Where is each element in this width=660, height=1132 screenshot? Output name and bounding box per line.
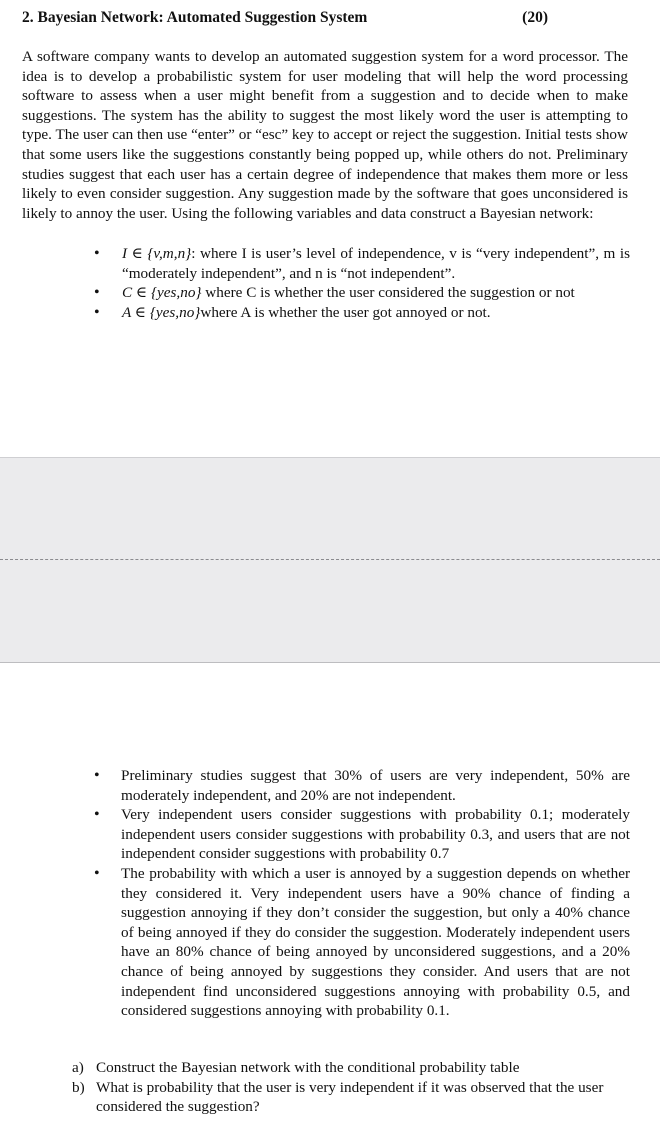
part-b-label: b): [72, 1078, 85, 1096]
question-header: [22, 8, 638, 28]
data-list: [90, 766, 630, 1021]
part-b-text: What is probability that the user is very independent if it was observed that the user considered the suggestion?: [96, 1078, 604, 1116]
data-item-prior: • Preliminary studies suggest that 30% of users are very independent, 50% are moderately independent, and 20% are not independent.: [90, 766, 630, 805]
part-a: [72, 1058, 632, 1078]
question-intro: A software company wants to develop an automated suggestion system for a word processor. The idea is to develop a probabilistic system for user modeling that will help the word processing software to assess when a user might benefit from a suggestion and to decide when to make suggestions. The system has the ability to suggest the most likely word the user is attempting to type. The user can then use “enter” or “esc” key to accept or reject the suggestion. Initial tests show that some users like the suggestions constantly being popped up, while others do not. Preliminary studies suggest that each user has a certain degree of independence that makes them more or less likely to even consider suggestion. Any suggestion made by the software that goes unconsidered is likely to annoy the user. Using the following variables and data construct a Bayesian network:: [22, 48, 628, 222]
variable-math-i: I ∈ {v,m,n}: [122, 245, 192, 262]
part-a-text: Construct the Bayesian network with the conditional probability table: [96, 1059, 520, 1076]
question-parts: [72, 1058, 632, 1117]
question-title: 2. Bayesian Network: Automated Suggestion System: [22, 9, 368, 26]
variable-text-i: : where I is user’s level of independence, v is “very independent”, m is “moderately independent”, and n is “not independent”.: [122, 245, 630, 282]
page-break-divider: [0, 559, 660, 560]
variable-math-a: A ∈ {yes,no}: [122, 303, 201, 321]
data-item-consider: • Very independent users consider suggestions with probability 0.1; moderately independent users consider suggestions with probability 0.3, and users that are not independent consider suggestions with probability 0.7: [90, 805, 630, 864]
question-marks: (20): [522, 9, 548, 26]
part-a-label: a): [72, 1059, 84, 1076]
variable-text-a: where A is whether the user got annoyed or not.: [200, 303, 491, 321]
variable-item-i: [90, 244, 630, 283]
variable-text-c: where C is whether the user considered the suggestion or not: [201, 284, 575, 302]
variable-item-a: [90, 303, 630, 323]
data-item-annoy: • The probability with which a user is annoyed by a suggestion depends on whether they considered it. Very independent users have a 90% chance of finding a suggestion annoying if they don’t consider the suggestion, but only a 40% chance of being annoyed if they do consider the suggestion. Moderately independent users have an 80% chance of being annoyed by unconsidered suggestions, and a 20% chance of being annoyed by suggestions they consider. And users that are not independent find unconsidered suggestions annoying with probability 0.5, and considered suggestions annoying with probability 0.1.: [90, 864, 630, 1021]
page-break-band: [0, 457, 660, 663]
part-b: [72, 1078, 632, 1117]
variable-list: [90, 244, 630, 322]
variable-item-c: [90, 283, 630, 303]
variable-math-c: C ∈ {yes,no}: [122, 284, 202, 302]
